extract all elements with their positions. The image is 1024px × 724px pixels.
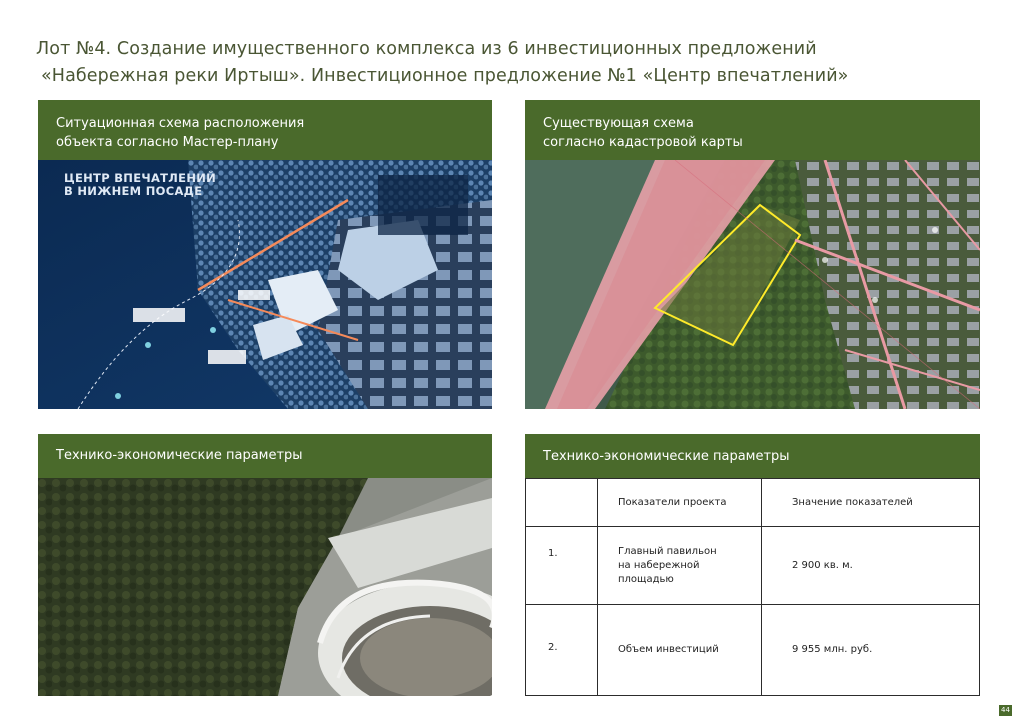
table-header-cell [526,479,598,527]
indicator-cell [598,605,762,696]
situational-scheme-header-line-1: Ситуационная схема расположения [56,116,305,131]
indicator-cell [598,527,762,605]
cadastral-scheme-header-line-1: Существующая схема [543,116,694,131]
cadastral-scheme-header [525,100,980,160]
parameters-panel [525,434,980,696]
situational-scheme-header [38,100,492,160]
indicator-line: площадью [618,573,674,585]
indicator-line: Объем инвестиций [618,644,719,655]
pavilion-render-graphic [38,478,492,696]
row-number-cell: 2. [526,605,598,696]
row-number-cell: 1. [526,527,598,605]
cadastral-map-graphic [525,160,980,409]
situational-scheme-panel [38,100,492,409]
pavilion-render-image [38,478,492,696]
render-panel-header-text: Технико-экономические параметры [56,448,303,463]
render-panel [38,434,492,696]
value-cell: 2 900 кв. м. [762,527,980,605]
cadastral-scheme-header-line-2: согласно кадастровой карты [543,135,743,150]
table-header-cell: Показатели проекта [598,479,762,527]
situational-scheme-header-line-2: объекта согласно Мастер-плану [56,135,279,150]
value-cell: 9 955 млн. руб. [762,605,980,696]
parameters-panel-header-text: Технико-экономические параметры [543,449,790,464]
page-title [36,36,996,90]
map-label-line-2: В НИЖНЕМ ПОСАДЕ [64,184,203,198]
indicator-line: Главный павильон [618,545,717,557]
indicator-line: на набережной [618,559,700,571]
parameters-panel-header [525,434,980,478]
cadastral-scheme-panel [525,100,980,409]
page-title-line-1: Лот №4. Создание имущественного комплекса из 6 инвестиционных предложений [36,39,817,59]
render-panel-header [38,434,492,478]
table-row [526,605,980,696]
table-row [526,527,980,605]
cadastral-map-image [525,160,980,409]
page-title-line-2: «Набережная реки Иртыш». Инвестиционное предложение №1 «Центр впечатлений» [41,66,849,86]
table-header-cell: Значение показателей [762,479,980,527]
parameters-table [525,478,980,696]
map-label-line-1: ЦЕНТР ВПЕЧАТЛЕНИЙ [64,171,217,185]
page-number: 44 [999,705,1012,716]
master-plan-map-image [38,160,492,409]
table-header-row [526,479,980,527]
map-label [64,172,216,198]
